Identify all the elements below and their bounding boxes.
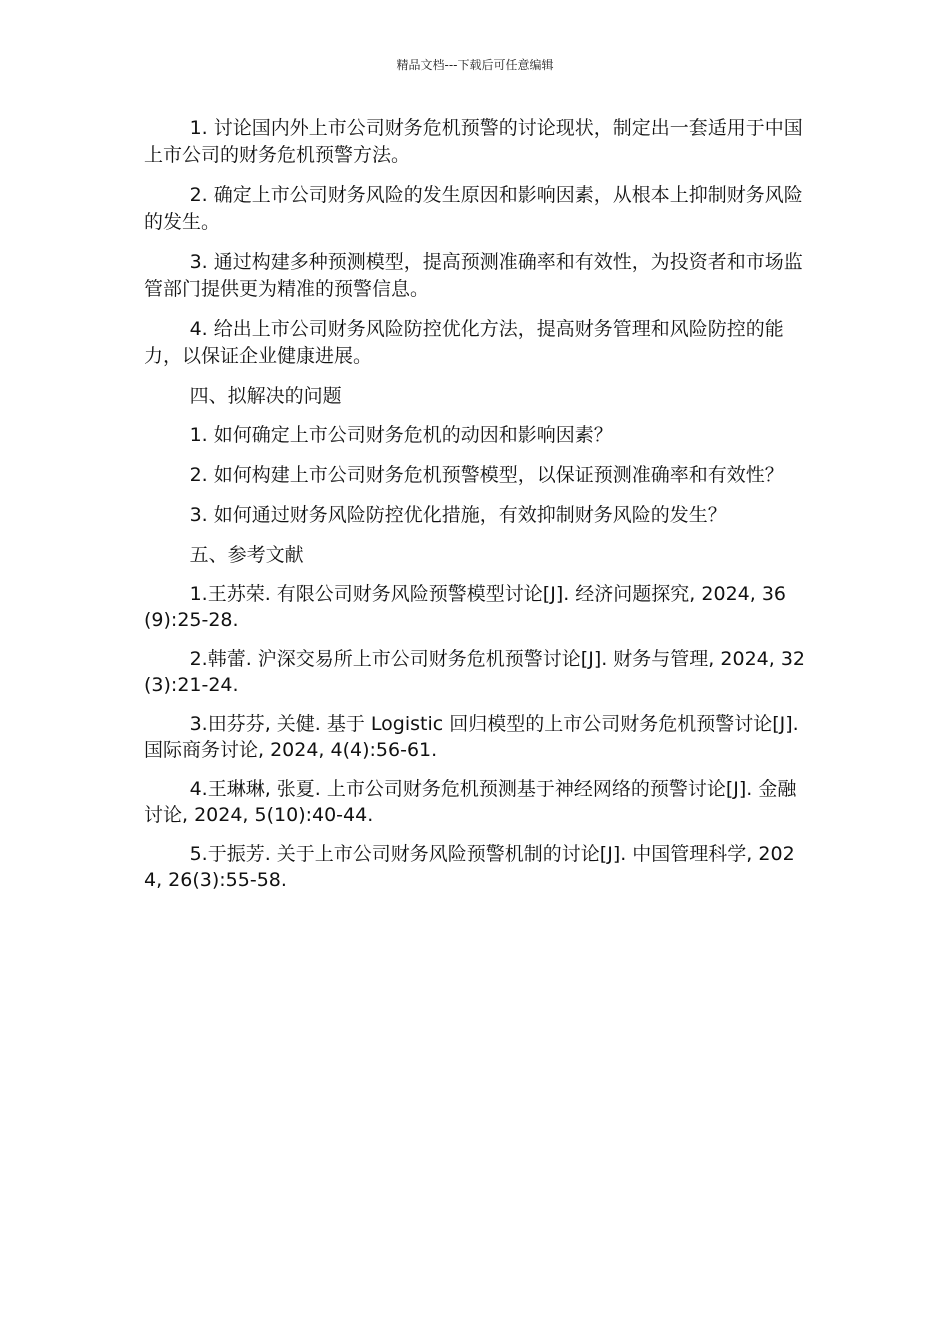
objective-item: 3. 通过构建多种预测模型，提高预测准确率和有效性，为投资者和市场监管部门提供更为精准的预警信息。 [144,251,803,300]
document-body [144,115,806,906]
problem-item: 2. 如何构建上市公司财务危机预警模型，以保证预测准确率和有效性？ [189,464,784,486]
page-header: 精品文档---下载后可任意编辑 [396,58,554,72]
section-heading-problems: 四、拟解决的问题 [189,385,342,407]
objective-item: 4. 给出上市公司财务风险防控优化方法，提高财务管理和风险防控的能力，以保证企业健康进展。 [144,318,784,367]
reference-item: 1.王苏荣. 有限公司财务风险预警模型讨论[J]. 经济问题探究, 2024, 36(9):25-28. [144,583,786,631]
problem-item: 1. 如何确定上市公司财务危机的动因和影响因素？ [189,424,613,446]
reference-item: 2.韩蕾. 沪深交易所上市公司财务危机预警讨论[J]. 财务与管理, 2024, 32(3):21-24. [144,648,805,696]
objective-item: 2. 确定上市公司财务风险的发生原因和影响因素，从根本上抑制财务风险的发生。 [144,184,803,233]
objective-item: 1. 讨论国内外上市公司财务危机预警的讨论现状，制定出一套适用于中国上市公司的财务危机预警方法。 [144,117,803,166]
reference-item: 3.田芬芬, 关健. 基于 Logistic 回归模型的上市公司财务危机预警讨论[J]. 国际商务讨论, 2024, 4(4):56-61. [144,713,799,761]
reference-item: 5.于振芳. 关于上市公司财务风险预警机制的讨论[J]. 中国管理科学, 2024, 26(3):55-58. [144,843,795,891]
section-heading-references: 五、参考文献 [189,544,304,566]
reference-item: 4.王琳琳, 张夏. 上市公司财务危机预测基于神经网络的预警讨论[J]. 金融讨论, 2024, 5(10):40-44. [144,778,797,826]
problem-item: 3. 如何通过财务风险防控优化措施，有效抑制财务风险的发生？ [189,504,727,526]
